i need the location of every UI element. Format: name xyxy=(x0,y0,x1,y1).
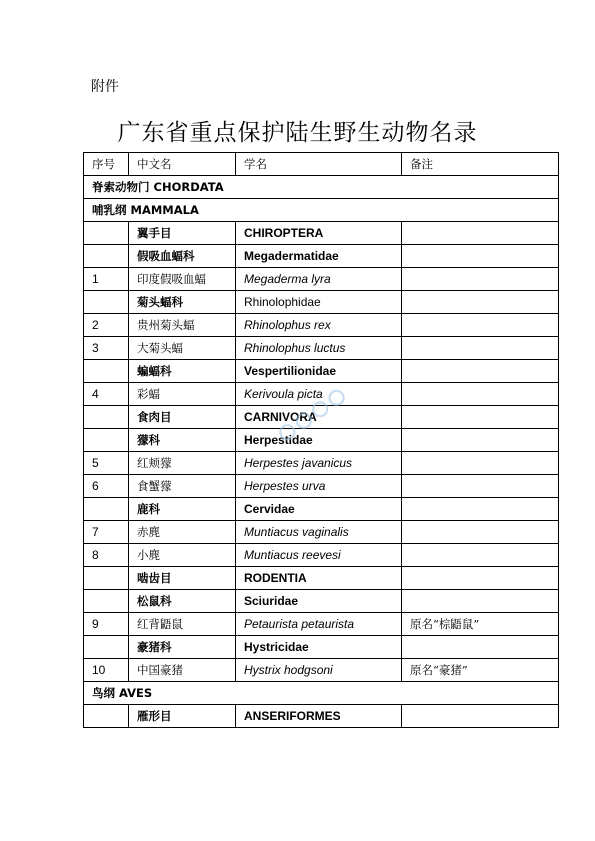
row-number: 8 xyxy=(84,544,129,567)
table-row xyxy=(84,452,559,475)
remarks xyxy=(402,475,559,498)
row-number xyxy=(84,636,129,659)
group-row xyxy=(84,199,559,222)
chinese-name: 彩蝠 xyxy=(129,383,236,406)
remarks xyxy=(402,222,559,245)
remarks xyxy=(402,314,559,337)
table-row xyxy=(84,636,559,659)
chinese-name: 假吸血蝠科 xyxy=(129,245,236,268)
species-table xyxy=(83,152,559,728)
row-number: 4 xyxy=(84,383,129,406)
table-row xyxy=(84,314,559,337)
chinese-name: 红背鼯鼠 xyxy=(129,613,236,636)
remarks xyxy=(402,521,559,544)
scientific-name: Herpestidae xyxy=(236,429,402,452)
row-number xyxy=(84,222,129,245)
row-number: 5 xyxy=(84,452,129,475)
chinese-name: 印度假吸血蝠 xyxy=(129,268,236,291)
chinese-name: 大菊头蝠 xyxy=(129,337,236,360)
row-number: 10 xyxy=(84,659,129,682)
row-number xyxy=(84,590,129,613)
chinese-name: 红颊獴 xyxy=(129,452,236,475)
remarks xyxy=(402,429,559,452)
table-row xyxy=(84,705,559,728)
scientific-name: Herpestes urva xyxy=(236,475,402,498)
scientific-name: Megadermatidae xyxy=(236,245,402,268)
scientific-name: Kerivoula picta xyxy=(236,383,402,406)
scientific-name: Herpestes javanicus xyxy=(236,452,402,475)
remarks xyxy=(402,360,559,383)
remarks xyxy=(402,452,559,475)
scientific-name: Vespertilionidae xyxy=(236,360,402,383)
chinese-name: 啮齿目 xyxy=(129,567,236,590)
scientific-name: Rhinolophus rex xyxy=(236,314,402,337)
table-row xyxy=(84,590,559,613)
scientific-name: Rhinolophidae xyxy=(236,291,402,314)
group-label: 哺乳纲 MAMMALA xyxy=(84,199,559,222)
row-number: 3 xyxy=(84,337,129,360)
remarks: 原名“豪猪” xyxy=(402,659,559,682)
chinese-name: 中国豪猪 xyxy=(129,659,236,682)
scientific-name: Muntiacus vaginalis xyxy=(236,521,402,544)
header-chinese-name: 中文名 xyxy=(129,153,236,176)
chinese-name: 松鼠科 xyxy=(129,590,236,613)
remarks xyxy=(402,268,559,291)
scientific-name: Petaurista petaurista xyxy=(236,613,402,636)
chinese-name: 菊头蝠科 xyxy=(129,291,236,314)
row-number xyxy=(84,498,129,521)
chinese-name: 赤麂 xyxy=(129,521,236,544)
row-number: 6 xyxy=(84,475,129,498)
row-number xyxy=(84,429,129,452)
remarks xyxy=(402,636,559,659)
scientific-name: Hystricidae xyxy=(236,636,402,659)
scientific-name: ANSERIFORMES xyxy=(236,705,402,728)
remarks xyxy=(402,590,559,613)
remarks xyxy=(402,291,559,314)
table-row xyxy=(84,521,559,544)
scientific-name: CARNIVORA xyxy=(236,406,402,429)
remarks xyxy=(402,406,559,429)
remarks xyxy=(402,337,559,360)
chinese-name: 豪猪科 xyxy=(129,636,236,659)
attachment-label: 附件 xyxy=(91,79,119,95)
scientific-name: Sciuridae xyxy=(236,590,402,613)
chinese-name: 食肉目 xyxy=(129,406,236,429)
remarks: 原名“棕鼯鼠” xyxy=(402,613,559,636)
remarks xyxy=(402,498,559,521)
remarks xyxy=(402,245,559,268)
chinese-name: 翼手目 xyxy=(129,222,236,245)
group-label: 鸟纲 AVES xyxy=(84,682,559,705)
scientific-name: RODENTIA xyxy=(236,567,402,590)
remarks xyxy=(402,544,559,567)
chinese-name: 食蟹獴 xyxy=(129,475,236,498)
row-number: 2 xyxy=(84,314,129,337)
row-number: 1 xyxy=(84,268,129,291)
table-row xyxy=(84,544,559,567)
header-scientific-name: 学名 xyxy=(236,153,402,176)
scientific-name: Megaderma lyra xyxy=(236,268,402,291)
row-number xyxy=(84,705,129,728)
table-row xyxy=(84,567,559,590)
table-row xyxy=(84,613,559,636)
chinese-name: 獴科 xyxy=(129,429,236,452)
group-row xyxy=(84,682,559,705)
row-number xyxy=(84,245,129,268)
document-title: 广东省重点保护陆生野生动物名录 xyxy=(117,120,478,146)
chinese-name: 雁形目 xyxy=(129,705,236,728)
table-row xyxy=(84,498,559,521)
chinese-name: 贵州菊头蝠 xyxy=(129,314,236,337)
table-row xyxy=(84,337,559,360)
scientific-name: Muntiacus reevesi xyxy=(236,544,402,567)
group-row xyxy=(84,176,559,199)
remarks xyxy=(402,705,559,728)
chinese-name: 小麂 xyxy=(129,544,236,567)
table-row xyxy=(84,475,559,498)
table-header-row xyxy=(84,153,559,176)
chinese-name: 蝙蝠科 xyxy=(129,360,236,383)
table-row xyxy=(84,406,559,429)
scientific-name: Cervidae xyxy=(236,498,402,521)
table-row xyxy=(84,360,559,383)
table-row xyxy=(84,291,559,314)
table-row xyxy=(84,429,559,452)
header-number: 序号 xyxy=(84,153,129,176)
remarks xyxy=(402,383,559,406)
table-row xyxy=(84,659,559,682)
scientific-name: CHIROPTERA xyxy=(236,222,402,245)
group-label: 脊索动物门 CHORDATA xyxy=(84,176,559,199)
table-row xyxy=(84,383,559,406)
table-row xyxy=(84,268,559,291)
row-number xyxy=(84,406,129,429)
scientific-name: Rhinolophus luctus xyxy=(236,337,402,360)
row-number xyxy=(84,567,129,590)
chinese-name: 鹿科 xyxy=(129,498,236,521)
row-number xyxy=(84,360,129,383)
row-number: 7 xyxy=(84,521,129,544)
header-remarks: 备注 xyxy=(402,153,559,176)
row-number: 9 xyxy=(84,613,129,636)
table-row xyxy=(84,245,559,268)
scientific-name: Hystrix hodgsoni xyxy=(236,659,402,682)
remarks xyxy=(402,567,559,590)
table-row xyxy=(84,222,559,245)
row-number xyxy=(84,291,129,314)
